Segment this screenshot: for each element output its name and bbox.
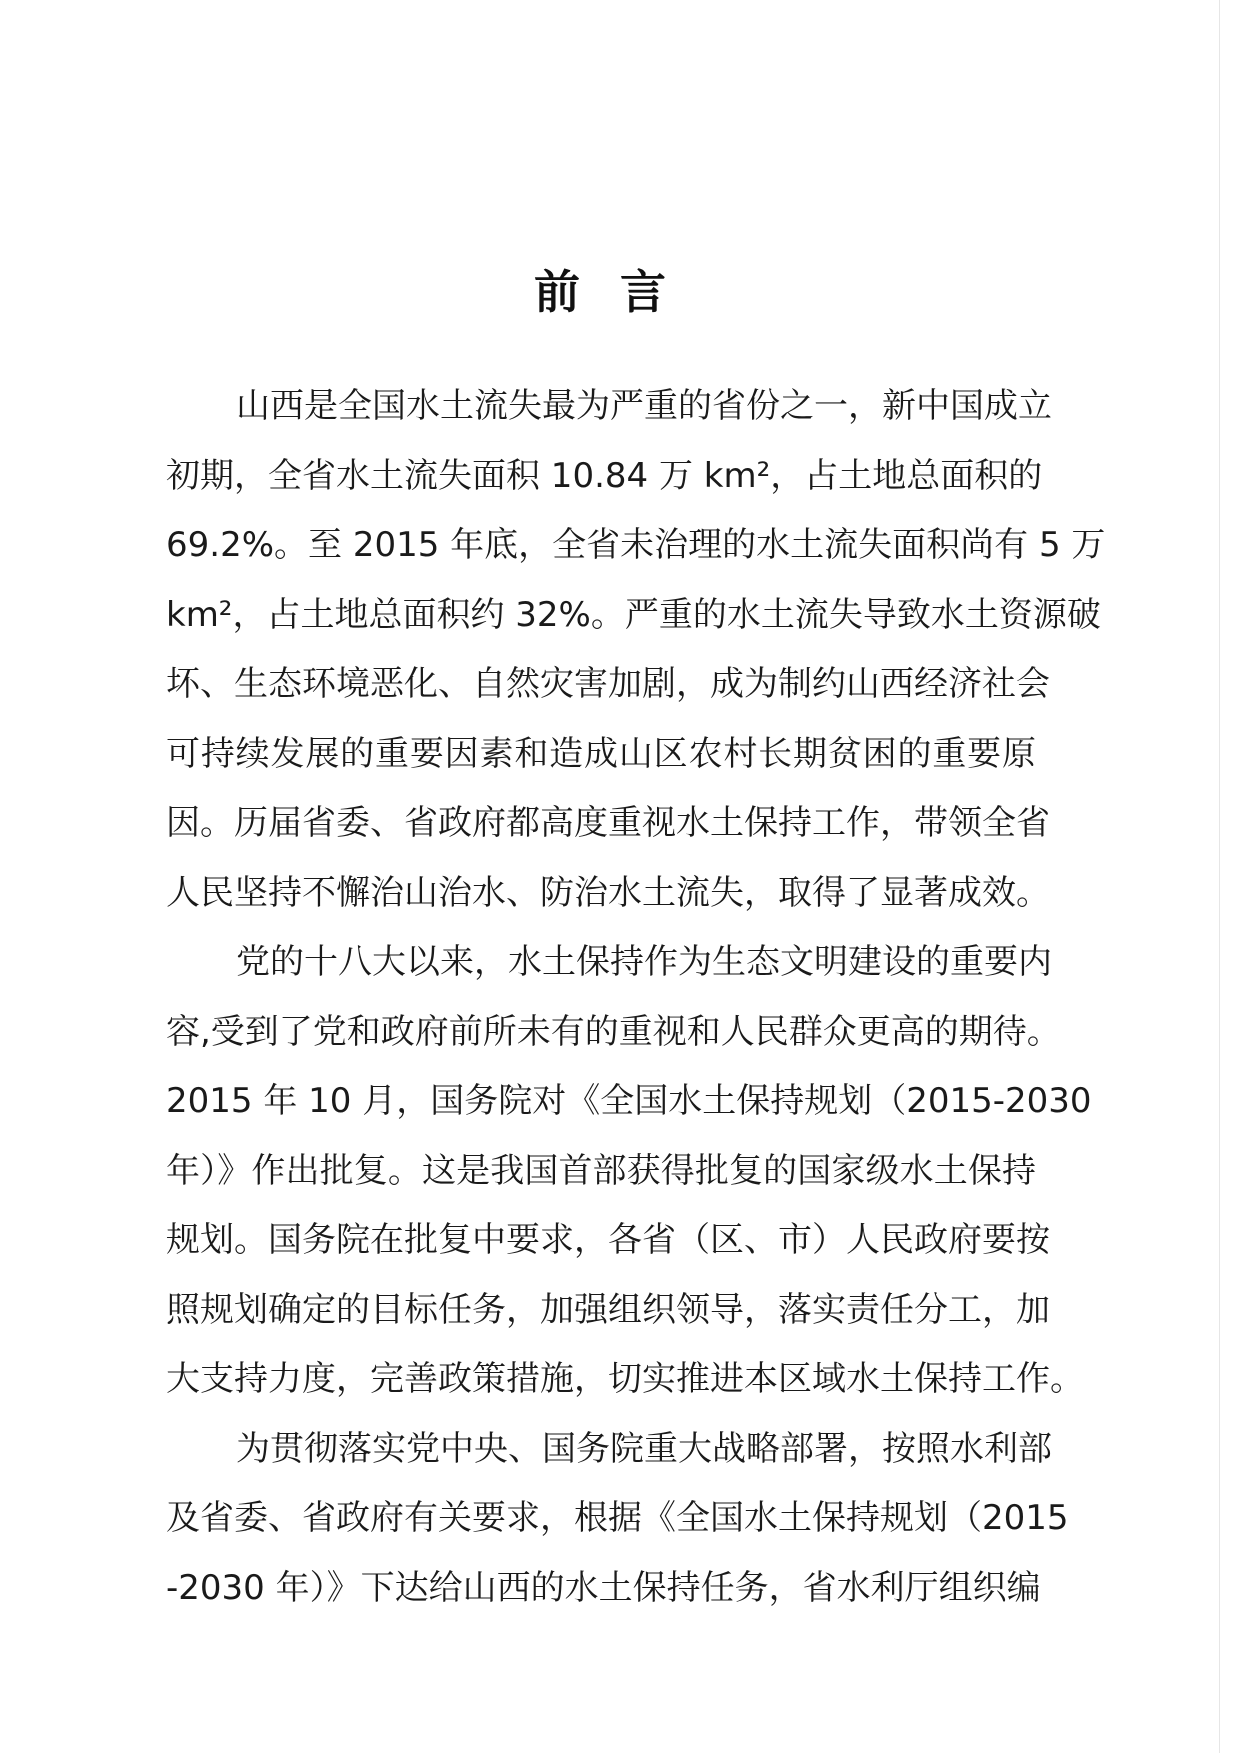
- text-line: 党的十八大以来，水土保持作为生态文明建设的重要内: [236, 942, 1052, 982]
- text-line: 大支持力度，完善政策措施，切实推进本区域水土保持工作。: [166, 1359, 1084, 1399]
- text-line: 可持续发展的重要因素和造成山区农村长期贫困的重要原: [166, 733, 1036, 774]
- text-line: -2030 年）》下达给山西的水土保持任务，省水利厅组织编: [166, 1567, 1041, 1608]
- text-line: 人民坚持不懈治山治水、防治水土流失，取得了显著成效。: [166, 872, 1050, 913]
- text-line: 及省委、省政府有关要求，根据《全国水土保持规划（2015: [166, 1498, 1069, 1538]
- text-line: 为贯彻落实党中央、国务院重大战略部署，按照水利部: [236, 1428, 1052, 1469]
- text-line: 照规划确定的目标任务，加强组织领导，落实责任分工，加: [166, 1289, 1050, 1330]
- text-line: 因。历届省委、省政府都高度重视水土保持工作，带领全省: [166, 803, 1050, 843]
- text-line: 2015 年 10 月，国务院对《全国水土保持规划（2015-2030: [166, 1081, 1092, 1121]
- text-line: 容,受到了党和政府前所未有的重视和人民群众更高的期待。: [166, 1011, 1061, 1052]
- text-line: 山西是全国水土流失最为严重的省份之一，新中国成立: [236, 386, 1052, 426]
- page-title: 前言: [534, 265, 706, 319]
- text-line: km²，占土地总面积约 32%。严重的水土流失导致水土资源破: [166, 594, 1101, 635]
- text-line: 坏、生态环境恶化、自然灾害加剧，成为制约山西经济社会: [166, 664, 1050, 704]
- text-line: 规划。国务院在批复中要求，各省（区、市）人民政府要按: [166, 1220, 1050, 1260]
- text-line: 年）》作出批复。这是我国首部获得批复的国家级水土保持: [166, 1150, 1036, 1191]
- text-line: 初期，全省水土流失面积 10.84 万 km²，占土地总面积的: [166, 455, 1043, 496]
- text-line: 69.2%。至 2015 年底，全省未治理的水土流失面积尚有 5 万: [166, 525, 1106, 565]
